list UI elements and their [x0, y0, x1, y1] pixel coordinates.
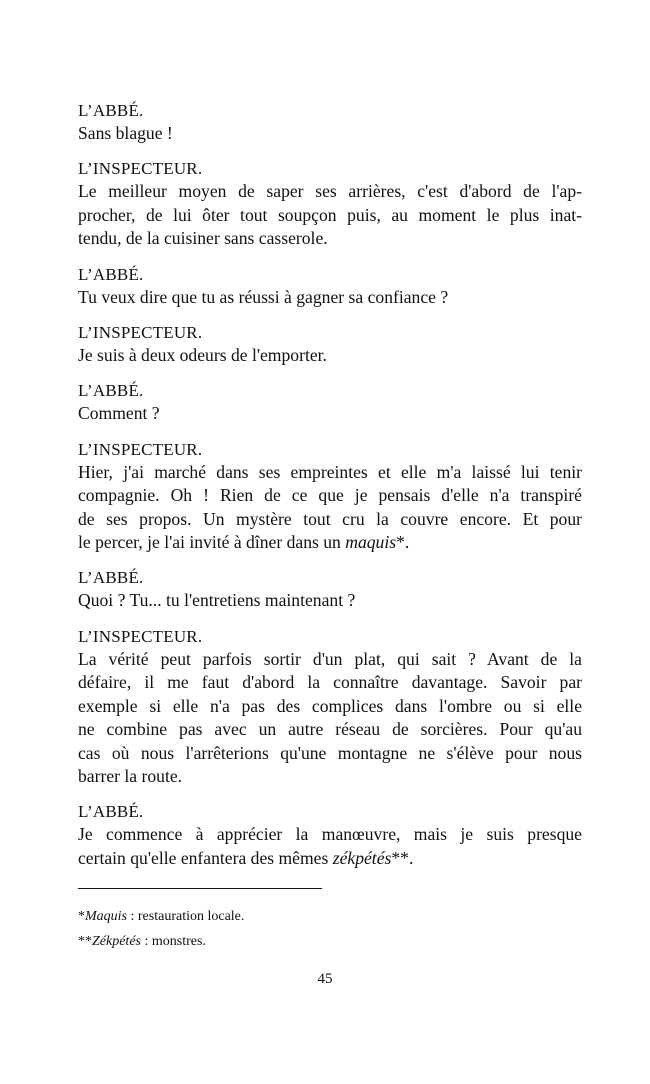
- dialogue-block: [78, 566, 582, 612]
- footnote-term: Zékpétés: [92, 934, 141, 949]
- footnote-divider: [78, 888, 322, 889]
- dialogue-line: exemple si elle n'a pas des complices dans l'ombre ou si elle: [78, 695, 582, 716]
- speaker-name: L’ABBÉ.: [78, 381, 144, 401]
- dialogue-line: barrer la route.: [78, 765, 183, 786]
- dialogue-line: Hier, j'ai marché dans ses empreintes et elle m'a laissé lui tenir: [78, 461, 582, 482]
- footnote-marker: **.: [391, 847, 414, 868]
- dialogue-block: [78, 263, 582, 309]
- footnote-marker: **: [78, 934, 92, 949]
- dialogue-block: [78, 625, 582, 788]
- speaker-name: L’INSPECTEUR.: [78, 323, 203, 343]
- footnote-text: : monstres.: [140, 934, 206, 949]
- line-text: le percer, je l'ai invité à dîner dans un: [78, 532, 346, 553]
- speaker-name: L’ABBÉ.: [78, 101, 144, 120]
- dialogue-line: Je suis à deux odeurs de l'emporter.: [78, 345, 327, 366]
- dialogue-line: cas où nous l'arrêterions qu'une montagne ne s'élève pour nous: [78, 742, 582, 763]
- dialogue-line: de ses propos. Un mystère tout cru la couvre encore. Et pour: [78, 508, 582, 529]
- footnote: [78, 904, 582, 929]
- dialogue-line: Je commence à apprécier la manœuvre, mais je suis presque: [78, 824, 582, 845]
- page-number: 45: [317, 971, 333, 987]
- dialogue-line: Le meilleur moyen de saper ses arrières, c'est d'abord de l'ap-: [78, 181, 582, 202]
- speaker-name: L’INSPECTEUR.: [78, 159, 203, 179]
- dialogue-line: La vérité peut parfois sortir d'un plat, qui sait ? Avant de la: [78, 648, 582, 669]
- dialogue-line: Tu veux dire que tu as réussi à gagner sa confiance ?: [78, 286, 449, 307]
- dialogue-block: [78, 379, 582, 425]
- dialogue-block: [78, 157, 582, 250]
- dialogue-line: Comment ?: [78, 403, 160, 424]
- line-text: certain qu'elle enfantera des mêmes: [78, 847, 333, 868]
- dialogue-line: compagnie. Oh ! Rien de ce que je pensais d'elle n'a transpiré: [78, 485, 582, 506]
- dialogue-block: [78, 438, 582, 555]
- footnote: [78, 929, 582, 954]
- dialogue-block: [78, 800, 582, 870]
- dialogue-text: [78, 99, 582, 882]
- speaker-name: L’ABBÉ.: [78, 568, 144, 588]
- dialogue-block: [78, 99, 582, 145]
- footnotes: [78, 904, 582, 954]
- italic-term: zékpétés: [332, 847, 392, 868]
- dialogue-line: tendu, de la cuisiner sans casserole.: [78, 228, 328, 249]
- footnote-term: Maquis: [85, 909, 127, 924]
- speaker-name: L’ABBÉ.: [78, 802, 144, 822]
- dialogue-line: Quoi ? Tu... tu l'entretiens maintenant ?: [78, 590, 356, 611]
- speaker-name: L’ABBÉ.: [78, 264, 144, 284]
- dialogue-line: procher, de lui ôter tout soupçon puis, au moment le plus inat-: [78, 204, 582, 225]
- footnote-marker: *.: [396, 532, 410, 553]
- dialogue-line: Sans blague !: [78, 123, 173, 143]
- speaker-name: L’INSPECTEUR.: [78, 626, 203, 646]
- dialogue-block: [78, 321, 582, 367]
- footnote-text: : restauration locale.: [127, 909, 245, 924]
- dialogue-line: ne combine pas avec un autre réseau de sorcières. Pour qu'au: [78, 719, 582, 740]
- dialogue-line: [78, 847, 582, 870]
- speaker-name: L’INSPECTEUR.: [78, 439, 203, 459]
- footnote-marker: *: [78, 909, 85, 924]
- dialogue-line: [78, 531, 582, 554]
- dialogue-line: défaire, il me faut d'abord la connaître davantage. Savoir par: [78, 672, 582, 693]
- italic-term: maquis: [345, 532, 397, 553]
